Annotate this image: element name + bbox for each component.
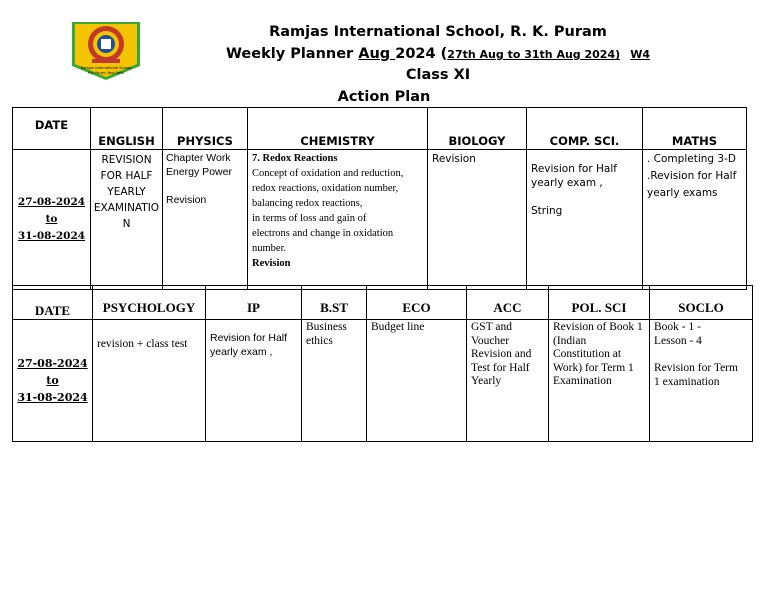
pol-sci-cell [549, 320, 650, 442]
bst-line: ethics [306, 334, 333, 347]
english-line: YEARLY [107, 186, 146, 198]
maths-line: . Completing 3-D [647, 153, 736, 165]
table-row [13, 320, 753, 442]
date-to: to [45, 213, 58, 225]
acc-line: Voucher [471, 334, 510, 347]
physics-line: Chapter Work [166, 152, 231, 164]
psychology-cell: revision + class test [93, 320, 206, 442]
comp-sci-cell [527, 150, 643, 290]
header-date: DATE [13, 108, 91, 150]
logo-text: Ramjas International School [80, 66, 132, 70]
header-english: ENGLISH [91, 108, 163, 150]
class-title: Class XI [405, 67, 471, 83]
chemistry-line: in terms of loss and gain of [252, 213, 367, 224]
soclo-cell [650, 320, 753, 442]
planner-table-1 [12, 107, 747, 290]
english-line: N [122, 218, 131, 230]
date-start: 27-08-2024 [17, 196, 86, 208]
acc-line: Yearly [471, 375, 502, 387]
maths-cell [643, 150, 747, 290]
chemistry-line: number. [252, 243, 287, 254]
date-to: to [46, 374, 59, 387]
ip-line: Revision for Half [210, 332, 288, 344]
physics-cell [163, 150, 248, 290]
chemistry-revision: Revision [252, 258, 291, 269]
physics-line: Energy Power [166, 166, 232, 178]
english-line: REVISION [101, 154, 152, 166]
acc-line: GST and [471, 321, 512, 333]
planner-prefix: Weekly Planner [225, 46, 359, 62]
action-plan-title: Action Plan [337, 89, 431, 105]
ip-cell [206, 320, 302, 442]
date-cell [13, 150, 91, 290]
header-date: DATE [13, 286, 93, 320]
acc-line: Test for Half [471, 361, 530, 374]
date-start: 27-08-2024 [17, 357, 88, 370]
table-header-row [13, 108, 747, 150]
header-psychology: PSYCHOLOGY [93, 286, 206, 320]
header-chemistry: CHEMISTRY [248, 108, 428, 150]
pol-sci-line: Constitution at [553, 348, 622, 360]
comp-sci-line: String [531, 205, 563, 217]
table-row [13, 150, 747, 290]
header-biology: BIOLOGY [428, 108, 527, 150]
biology-cell: Revision [428, 150, 527, 290]
header-eco: ECO [367, 286, 467, 320]
planner-range: 27th Aug to 31th Aug 2024) [447, 48, 621, 61]
header-maths: MATHS [643, 108, 747, 150]
pol-sci-line: Work) for Term 1 [553, 361, 634, 374]
school-name: Ramjas International School, R. K. Puram [269, 24, 607, 40]
acc-line: Revision and [471, 348, 532, 360]
acc-cell [467, 320, 549, 442]
soclo-line: Book - 1 - [654, 321, 701, 333]
header-comp-sci: COMP. SCI. [527, 108, 643, 150]
planner-year: 2024 ( [395, 46, 448, 62]
chemistry-line: redox reactions, oxidation number, [252, 183, 399, 194]
header-ip: IP [206, 286, 302, 320]
soclo-line: Lesson - 4 [654, 334, 702, 347]
chemistry-line: electrons and change in oxidation [252, 228, 394, 239]
planner-title [54, 46, 768, 62]
planner-week: W4 [630, 48, 651, 61]
date-cell [13, 320, 93, 442]
chemistry-line: balancing redox reactions, [252, 198, 363, 209]
bst-line: Business [306, 321, 347, 333]
maths-line: .Revision for Half [647, 170, 737, 182]
chemistry-line: Concept of oxidation and reduction, [252, 168, 404, 179]
maths-line: yearly exams [647, 187, 718, 199]
planner-month: Aug [358, 46, 396, 62]
eco-cell: Budget line [367, 320, 467, 442]
header-soclo: SOCLO [650, 286, 753, 320]
english-line: EXAMINATIO [93, 202, 160, 214]
header-bst: B.ST [302, 286, 367, 320]
pol-sci-line: (Indian [553, 334, 587, 347]
header-acc: ACC [467, 286, 549, 320]
english-cell [91, 150, 163, 290]
english-line: FOR HALF [100, 170, 153, 182]
physics-line: Revision [166, 194, 207, 206]
comp-sci-line: yearly exam , [531, 177, 603, 189]
logo-subtext: R.K. Puram, New Delhi [88, 71, 124, 75]
date-end: 31-08-2024 [17, 230, 86, 242]
planner-table-2 [12, 285, 753, 442]
soclo-line: Revision for Term [654, 362, 738, 374]
chemistry-title: 7. Redox Reactions [252, 153, 338, 164]
chemistry-cell [248, 150, 428, 290]
pol-sci-line: Revision of Book 1 [553, 321, 643, 333]
date-end: 31-08-2024 [17, 391, 88, 404]
ip-line: yearly exam , [210, 345, 273, 358]
header-pol-sci: POL. SCI [549, 286, 650, 320]
pol-sci-line: Examination [553, 375, 612, 387]
bst-cell [302, 320, 367, 442]
header-physics: PHYSICS [163, 108, 248, 150]
soclo-line: 1 examination [654, 375, 720, 388]
comp-sci-line: Revision for Half [531, 163, 617, 175]
table-header-row [13, 286, 753, 320]
